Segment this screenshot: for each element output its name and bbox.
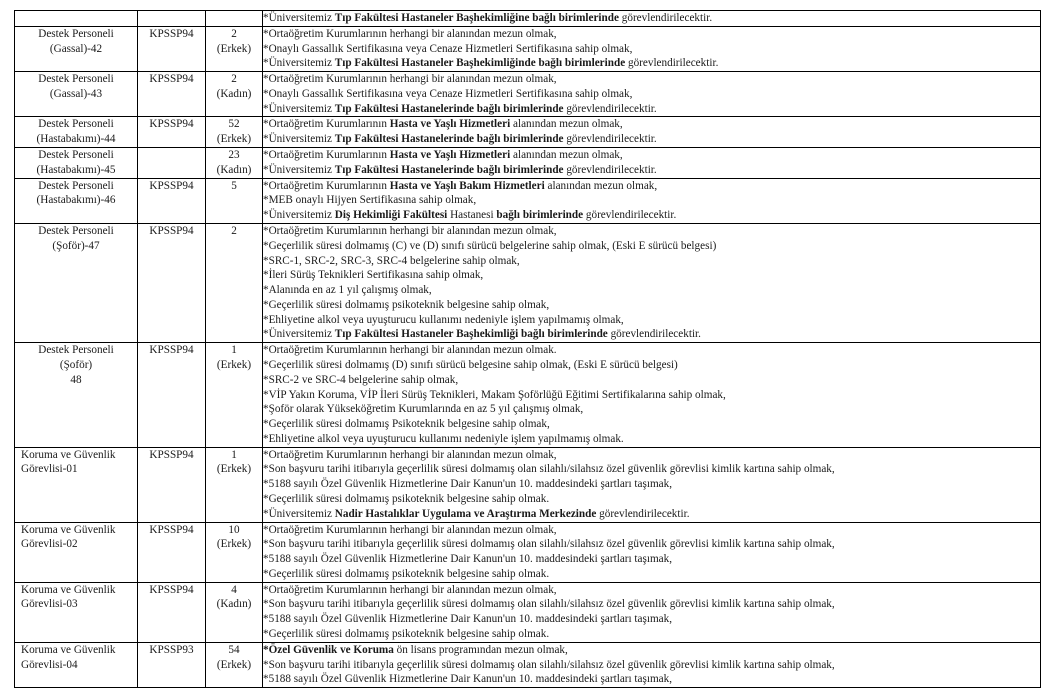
condition-text: görevlendirilecektir.: [585, 209, 677, 222]
condition-text: *Üniversitemiz: [263, 12, 335, 24]
quota-number: 1: [231, 344, 237, 357]
table-body: [15, 11, 1041, 688]
quota-gender: (Erkek): [216, 658, 252, 671]
condition-emphasis: Tıp Fakültesi Hastaneler Başhekimliğine bağlı birimlerinde: [334, 12, 622, 24]
quota-cell: [206, 178, 263, 223]
position-title-line: Görevlisi-03: [21, 598, 78, 611]
condition-text: *Onaylı Gassallık Sertifikasına veya Cenaze Hizmetleri Sertifikasına sahip olmak,: [263, 42, 633, 55]
position-title-line: Koruma ve Güvenlik: [21, 583, 116, 596]
table-row: [15, 522, 1041, 582]
position-title-cell: [15, 642, 138, 687]
quota-gender: (Kadın): [216, 163, 252, 176]
table-row: [15, 148, 1041, 179]
condition-line: [263, 672, 1040, 687]
condition-text: *Ortaöğretim Kurumlarının herhangi bir alanından mezun olmak,: [263, 224, 557, 237]
condition-line: [263, 492, 1040, 507]
quota-cell: [206, 26, 263, 71]
condition-text: *Geçerlilik süresi dolmamış (C) ve (D) sınıfı sürücü belgelerine sahip olmak, (Eski E sürücü belgesi): [263, 239, 717, 252]
condition-emphasis: Tıp Fakültesi Hastaneler Başhekimliğinde bağlı birimlerinde: [334, 57, 628, 70]
condition-text: alanından mezun olmak,: [513, 118, 623, 131]
condition-text: *Ortaöğretim Kurumlarının herhangi bir alanından mezun olmak,: [263, 73, 557, 86]
quota-cell: [206, 447, 263, 522]
condition-line: [263, 612, 1040, 627]
condition-line: [263, 373, 1040, 388]
kpss-score-type-cell: KPSSP94: [138, 582, 206, 642]
position-title-cell: [15, 117, 138, 148]
condition-line: [263, 208, 1040, 223]
quota-cell: [206, 148, 263, 179]
condition-text: *Geçerlilik süresi dolmamış Psikoteknik belgesine sahip olmak,: [263, 418, 550, 431]
condition-text: *5188 sayılı Özel Güvenlik Hizmetlerine Dair Kanun'un 10. maddesindeki şartları taşımak,: [263, 613, 673, 626]
condition-text: *VİP Yakın Koruma, VİP İleri Sürüş Teknikleri, Makam Şoförlüğü Eğitimi Sertifikalarına sahip olmak,: [263, 388, 726, 401]
condition-line: [263, 417, 1040, 432]
position-title-line: (Hastabakımı)-46: [36, 194, 116, 207]
condition-text: *5188 sayılı Özel Güvenlik Hizmetlerine Dair Kanun'un 10. maddesindeki şartları taşımak,: [263, 553, 673, 566]
quota-number: 2: [231, 73, 237, 86]
condition-emphasis: Nadir Hastalıklar Uygulama ve Araştırma Merkezinde: [334, 507, 600, 520]
position-title-cell: [15, 72, 138, 117]
condition-emphasis: bağlı birimlerinde: [496, 209, 586, 222]
kpss-score-type-cell: KPSSP94: [138, 72, 206, 117]
quota-number: 23: [228, 149, 240, 162]
kpss-score-type-cell: KPSSP94: [138, 343, 206, 447]
quota-cell: [206, 11, 263, 27]
conditions-cell: [263, 72, 1041, 117]
position-title-line: Destek Personeli: [38, 149, 114, 162]
condition-line: [263, 358, 1040, 373]
quota-gender: (Kadın): [216, 87, 252, 100]
condition-line: [263, 239, 1040, 254]
quota-cell: [206, 72, 263, 117]
condition-text: alanından mezun olmak,: [547, 179, 658, 192]
condition-line: [263, 27, 1040, 42]
table-row: [15, 117, 1041, 148]
condition-text: *Geçerlilik süresi dolmamış psikoteknik belgesine sahip olmak.: [263, 628, 550, 641]
position-title-cell: [15, 11, 138, 27]
condition-line: [263, 477, 1040, 492]
condition-text: görevlendirilecektir.: [599, 507, 690, 520]
position-title-cell: [15, 582, 138, 642]
condition-text: *Üniversitemiz: [263, 133, 335, 146]
condition-line: [263, 448, 1040, 463]
condition-line: [263, 268, 1040, 283]
condition-text: *Ortaöğretim Kurumlarının herhangi bir alanından mezun olmak,: [263, 523, 557, 536]
position-title-line: Destek Personeli: [38, 73, 114, 86]
position-title-line: Destek Personeli: [38, 179, 114, 192]
position-title-line: Koruma ve Güvenlik: [21, 448, 116, 461]
quota-number: 5: [231, 179, 237, 192]
condition-text: *Geçerlilik süresi dolmamış psikoteknik belgesine sahip olmak,: [263, 298, 550, 311]
position-title-line: Destek Personeli: [38, 224, 114, 237]
position-title-line: (Hastabakımı)-44: [36, 133, 116, 146]
condition-line: [263, 102, 1040, 117]
position-title-line: Görevlisi-04: [21, 658, 78, 671]
conditions-cell: [263, 447, 1041, 522]
kpss-score-type-cell: KPSSP94: [138, 117, 206, 148]
position-title-cell: [15, 148, 138, 179]
condition-emphasis: Tıp Fakültesi Hastanelerinde bağlı birimlerinde: [334, 163, 567, 176]
quota-cell: [206, 522, 263, 582]
quota-cell: [206, 582, 263, 642]
condition-text: *Şoför olarak Yükseköğretim Kurumlarında en az 5 yıl çalışmış olmak,: [263, 403, 584, 416]
position-title-cell: [15, 343, 138, 447]
condition-line: [263, 42, 1040, 57]
position-title-line: Koruma ve Güvenlik: [21, 643, 116, 656]
condition-line: [263, 462, 1040, 477]
kpss-score-type-cell: KPSSP94: [138, 223, 206, 342]
condition-text: *Üniversitemiz: [263, 507, 335, 520]
condition-text: *SRC-1, SRC-2, SRC-3, SRC-4 belgelerine sahip olmak,: [263, 254, 520, 267]
position-title-cell: [15, 26, 138, 71]
position-title-line: (Gassal)-43: [49, 87, 103, 100]
condition-emphasis: Hasta ve Yaşlı Hizmetleri: [389, 149, 514, 162]
conditions-cell: [263, 582, 1041, 642]
condition-text: *Ortaöğretim Kurumlarının herhangi bir alanından mezun olmak,: [263, 27, 557, 40]
condition-text: *Üniversitemiz: [263, 57, 335, 70]
condition-emphasis: Tıp Fakültesi Hastanelerinde bağlı birimlerinde: [334, 133, 567, 146]
condition-text: *Ortaöğretim Kurumlarının: [263, 118, 390, 131]
condition-emphasis: Tıp Fakültesi Hastaneler Başhekimliği bağlı birimlerinde: [334, 328, 611, 341]
condition-text: *Üniversitemiz: [263, 163, 335, 176]
position-title-cell: [15, 447, 138, 522]
condition-line: [263, 163, 1040, 178]
condition-emphasis: Hasta ve Yaşlı Hizmetleri: [389, 118, 514, 131]
condition-text: Hastanesi: [450, 209, 497, 222]
position-title-line: 48: [70, 373, 82, 386]
condition-line: [263, 552, 1040, 567]
condition-line: [263, 254, 1040, 269]
quota-number: 10: [228, 523, 240, 536]
condition-line: [263, 402, 1040, 417]
condition-text: *Ortaöğretim Kurumlarının: [263, 149, 390, 162]
condition-text: *Üniversitemiz: [263, 209, 335, 222]
quota-gender: (Erkek): [216, 538, 252, 551]
position-title-line: (Hastabakımı)-45: [36, 163, 116, 176]
condition-line: [263, 567, 1040, 582]
quota-cell: [206, 642, 263, 687]
table-row: [15, 11, 1041, 27]
condition-line: [263, 537, 1040, 552]
condition-text: *Onaylı Gassallık Sertifikasına veya Cenaze Hizmetleri Sertifikasına sahip olmak,: [263, 87, 633, 100]
condition-line: [263, 283, 1040, 298]
table-row: [15, 343, 1041, 447]
position-title-line: Destek Personeli: [38, 344, 114, 357]
conditions-cell: [263, 343, 1041, 447]
condition-line: [263, 343, 1040, 358]
condition-line: [263, 117, 1040, 132]
condition-text: *Geçerlilik süresi dolmamış psikoteknik belgesine sahip olmak.: [263, 493, 550, 505]
condition-text: görevlendirilecektir.: [621, 12, 713, 24]
quota-cell: [206, 117, 263, 148]
condition-emphasis: Tıp Fakültesi Hastanelerinde bağlı birimlerinde: [334, 102, 567, 115]
quota-gender: (Erkek): [216, 42, 252, 55]
condition-emphasis: Hasta ve Yaşlı Bakım Hizmetleri: [389, 179, 548, 192]
kpss-score-type-cell: KPSSP94: [138, 522, 206, 582]
quota-number: 2: [231, 27, 237, 40]
kpss-score-type-cell: KPSSP94: [138, 447, 206, 522]
condition-line: [263, 597, 1040, 612]
quota-number: 1: [231, 448, 237, 461]
condition-line: [263, 56, 1040, 71]
condition-line: [263, 658, 1040, 673]
condition-text: *Geçerlilik süresi dolmamış psikoteknik belgesine sahip olmak.: [263, 567, 550, 580]
condition-line: [263, 583, 1040, 598]
condition-line: [263, 179, 1040, 194]
conditions-cell: [263, 178, 1041, 223]
quota-cell: [206, 223, 263, 342]
kpss-score-type-cell: [138, 11, 206, 27]
condition-text: *Ortaöğretim Kurumlarının herhangi bir alanından mezun olmak,: [263, 583, 557, 596]
table-row: [15, 26, 1041, 71]
quota-number: 52: [228, 118, 240, 131]
condition-emphasis: *Özel Güvenlik ve Koruma: [263, 643, 397, 656]
condition-text: *SRC-2 ve SRC-4 belgelerine sahip olmak,: [263, 373, 459, 386]
condition-text: *Üniversitemiz: [263, 102, 335, 115]
condition-text: görevlendirilecektir.: [566, 102, 657, 115]
position-title-line: (Şoför): [59, 358, 93, 371]
condition-text: *Son başvuru tarihi itibarıyla geçerlilik süresi dolmamış olan silahlı/silahsız özel güvenlik görevlisi kimlik kartına sahip olmak,: [263, 538, 835, 551]
condition-line: [263, 523, 1040, 538]
condition-text: *İleri Sürüş Teknikleri Sertifikasına sahip olmak,: [263, 269, 484, 282]
condition-line: [263, 193, 1040, 208]
conditions-cell: [263, 148, 1041, 179]
table-row: [15, 582, 1041, 642]
table-row: [15, 642, 1041, 687]
quota-gender: (Erkek): [216, 463, 252, 476]
kpss-score-type-cell: [138, 148, 206, 179]
condition-text: *Ehliyetine alkol veya uyuşturucu kullanımı nedeniyle işlem yapılmamış olmak.: [263, 432, 624, 445]
condition-text: görevlendirilecektir.: [566, 133, 657, 146]
condition-text: *Son başvuru tarihi itibarıyla geçerlilik süresi dolmamış olan silahlı/silahsız özel güvenlik görevlisi kimlik kartına sahip olmak,: [263, 598, 835, 611]
conditions-cell: [263, 522, 1041, 582]
position-title-line: Koruma ve Güvenlik: [21, 523, 116, 536]
condition-text: görevlendirilecektir.: [610, 328, 701, 341]
conditions-cell: [263, 642, 1041, 687]
condition-text: alanından mezun olmak,: [513, 149, 623, 162]
condition-line: [263, 298, 1040, 313]
table-row: [15, 223, 1041, 342]
table-row: [15, 178, 1041, 223]
quota-gender: (Erkek): [216, 133, 252, 146]
conditions-cell: [263, 11, 1041, 27]
condition-text: ön lisans programından mezun olmak,: [396, 643, 568, 656]
kpss-score-type-cell: KPSSP94: [138, 26, 206, 71]
conditions-cell: [263, 26, 1041, 71]
condition-emphasis: Diş Hekimliği Fakültesi: [334, 209, 451, 222]
condition-text: *5188 sayılı Özel Güvenlik Hizmetlerine Dair Kanun'un 10. maddesindeki şartları taşımak,: [263, 478, 673, 491]
condition-line: [263, 132, 1040, 147]
quota-number: 2: [231, 224, 237, 237]
position-title-line: (Şoför)-47: [52, 239, 100, 252]
condition-line: [263, 313, 1040, 328]
quota-gender: (Erkek): [216, 358, 252, 371]
condition-text: *Alanında en az 1 yıl çalışmış olmak,: [263, 284, 432, 297]
kpss-score-type-cell: KPSSP93: [138, 642, 206, 687]
quota-number: 54: [228, 643, 240, 656]
condition-text: *Üniversitemiz: [263, 328, 335, 341]
position-title-line: (Gassal)-42: [49, 42, 103, 55]
condition-text: görevlendirilecektir.: [627, 57, 719, 70]
condition-line: [263, 388, 1040, 403]
condition-text: *Ortaöğretim Kurumlarının herhangi bir alanından mezun olmak.: [263, 344, 557, 357]
table-row: [15, 447, 1041, 522]
condition-line: [263, 148, 1040, 163]
conditions-cell: [263, 223, 1041, 342]
condition-line: [263, 11, 1040, 26]
conditions-cell: [263, 117, 1041, 148]
condition-line: [263, 643, 1040, 658]
condition-line: [263, 72, 1040, 87]
position-title-line: Görevlisi-01: [21, 463, 78, 476]
condition-line: [263, 327, 1040, 342]
condition-text: *Son başvuru tarihi itibarıyla geçerlilik süresi dolmamış olan silahlı/silahsız özel güvenlik görevlisi kimlik kartına sahip olmak,: [263, 658, 835, 671]
position-title-cell: [15, 522, 138, 582]
condition-line: [263, 87, 1040, 102]
condition-text: *Ortaöğretim Kurumlarının herhangi bir alanından mezun olmak,: [263, 448, 557, 461]
position-title-line: Destek Personeli: [38, 118, 114, 131]
position-title-line: Görevlisi-02: [21, 538, 78, 551]
condition-text: *5188 sayılı Özel Güvenlik Hizmetlerine Dair Kanun'un 10. maddesindeki şartları taşımak,: [263, 673, 673, 686]
position-title-cell: [15, 178, 138, 223]
condition-text: *Geçerlilik süresi dolmamış (D) sınıfı sürücü belgesine sahip olmak, (Eski E sürücü belgesi): [263, 358, 678, 371]
table-row: [15, 72, 1041, 117]
condition-text: *Ortaöğretim Kurumlarının: [263, 179, 390, 192]
recruitment-table: [14, 10, 1041, 688]
position-title-cell: [15, 223, 138, 342]
quota-gender: (Kadın): [216, 598, 252, 611]
quota-cell: [206, 343, 263, 447]
condition-text: *MEB onaylı Hijyen Sertifikasına sahip olmak,: [263, 194, 477, 207]
condition-line: [263, 432, 1040, 447]
condition-line: [263, 224, 1040, 239]
condition-text: *Son başvuru tarihi itibarıyla geçerlilik süresi dolmamış olan silahlı/silahsız özel güvenlik görevlisi kimlik kartına sahip olmak,: [263, 463, 835, 476]
position-title-line: Destek Personeli: [38, 27, 114, 40]
kpss-score-type-cell: KPSSP94: [138, 178, 206, 223]
condition-line: [263, 507, 1040, 522]
quota-number: 4: [231, 583, 237, 596]
condition-text: *Ehliyetine alkol veya uyuşturucu kullanımı nedeniyle işlem yapılmamış olmak,: [263, 313, 624, 326]
condition-line: [263, 627, 1040, 642]
condition-text: görevlendirilecektir.: [566, 163, 657, 176]
